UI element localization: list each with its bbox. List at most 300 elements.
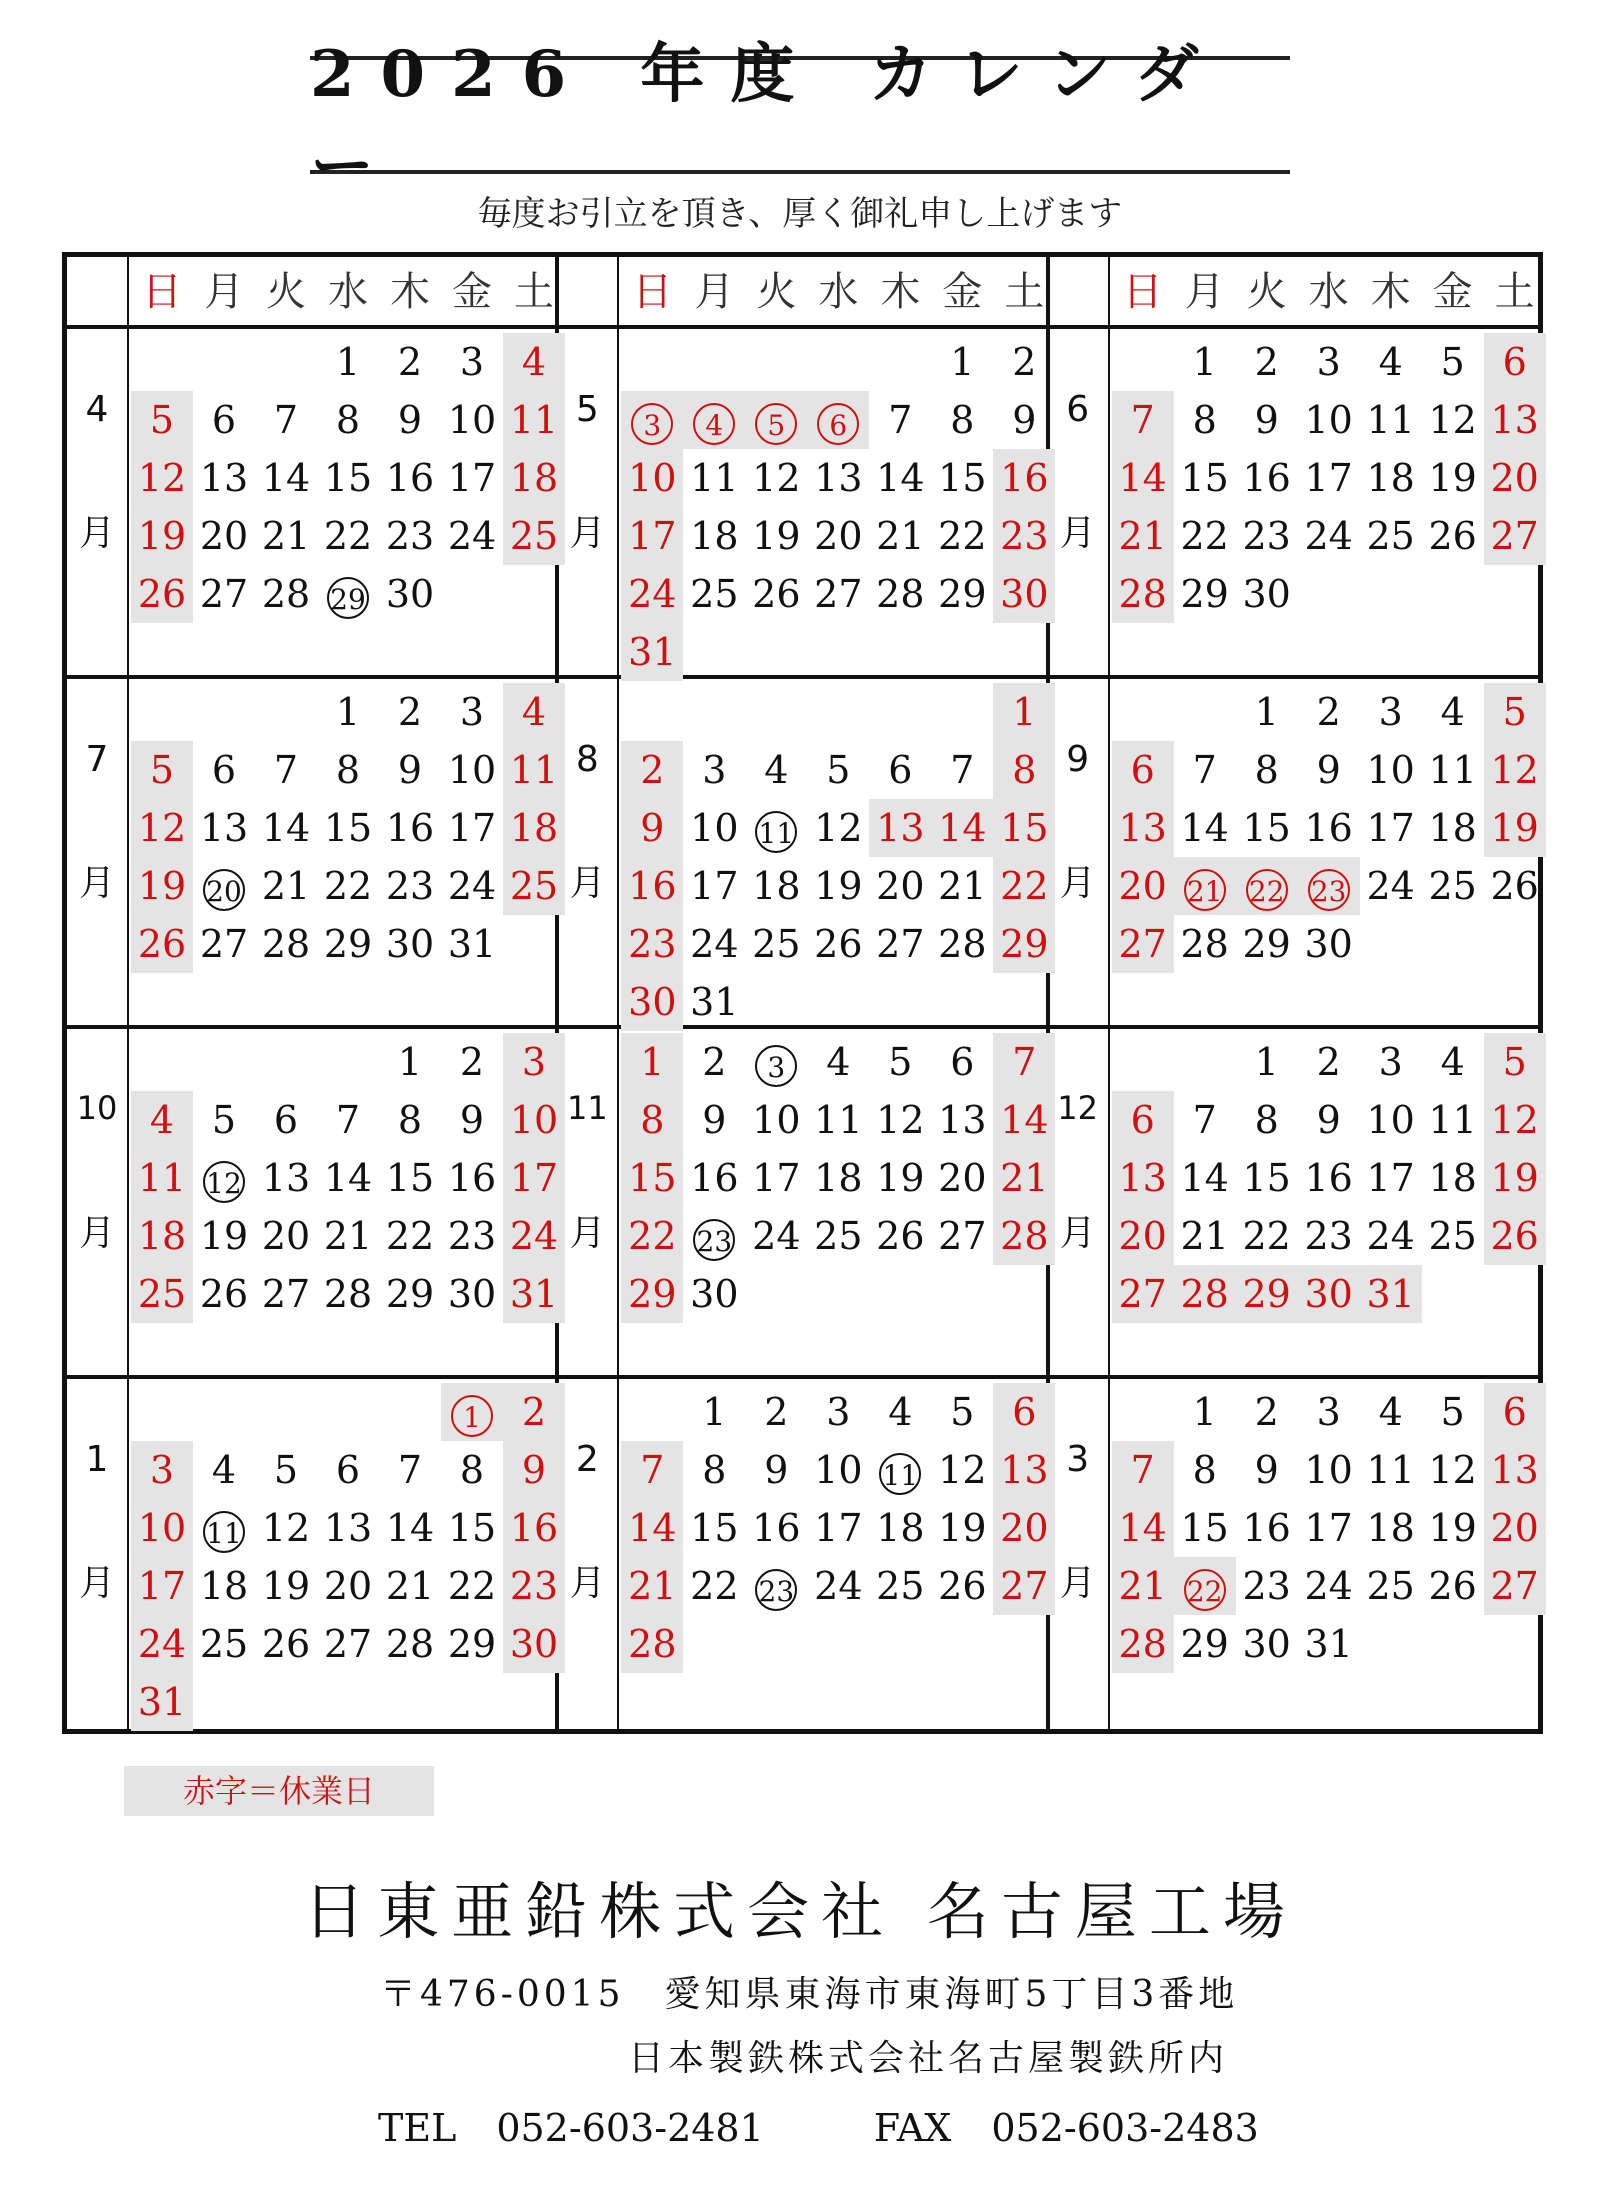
day-cell: 5 xyxy=(1440,1390,1465,1434)
address-line-2: 日本製鉄株式会社名古屋製鉄所内 xyxy=(628,2038,1229,2079)
day-cell: 20 xyxy=(1484,1499,1546,1557)
weekday-header: 月 xyxy=(1184,269,1225,315)
day-cell: 24 xyxy=(621,565,683,623)
day-cell: 30 xyxy=(621,973,683,1031)
day-cell: 10 xyxy=(131,1499,193,1557)
day-cell: 6 xyxy=(888,748,913,792)
day-cell: 26 xyxy=(1484,1207,1546,1265)
day-cell: 12 xyxy=(876,1098,925,1142)
day-cell: 4 xyxy=(1440,690,1465,734)
day-cell: 18 xyxy=(690,514,739,558)
day-cell: 8 xyxy=(397,1098,423,1142)
day-cell: 16 xyxy=(447,1156,497,1200)
day-cell: 17 xyxy=(752,1156,801,1200)
day-cell: 18 xyxy=(876,1506,925,1550)
day-cell: 2 xyxy=(397,690,423,734)
day-cell: 20 xyxy=(876,864,925,908)
day-cell: 28 xyxy=(938,922,987,966)
day-cell: 1 xyxy=(950,340,975,384)
day-cell: 29 xyxy=(621,1265,683,1323)
day-cell: 12 xyxy=(938,1448,987,1492)
day-cell: 9 xyxy=(764,1448,789,1492)
day-cell: 17 xyxy=(690,864,739,908)
month-suffix: 月 xyxy=(569,863,606,904)
day-cell: 25 xyxy=(199,1622,249,1666)
month-number: 7 xyxy=(85,739,109,780)
title-box xyxy=(310,37,1290,204)
address-line-1 xyxy=(380,1966,1238,2017)
day-cell: 15 xyxy=(323,806,373,850)
day-cell: 14 xyxy=(1112,1499,1174,1557)
day-cell: 5 xyxy=(950,1390,975,1434)
day-cell: 25 xyxy=(876,1564,925,1608)
day-cell: 20 xyxy=(1112,857,1174,915)
day-cell: 21 xyxy=(621,1557,683,1615)
day-cell: 31 xyxy=(447,922,497,966)
day-cell: 24 xyxy=(814,1564,863,1608)
day-cell: 15 xyxy=(1242,1156,1291,1200)
day-cell: 20 xyxy=(323,1564,373,1608)
day-cell: 3 xyxy=(1378,690,1403,734)
day-cell: 8 xyxy=(335,398,361,442)
day-cell: 14 xyxy=(621,1499,683,1557)
day-cell: 4 xyxy=(503,333,565,391)
day-cell: 26 xyxy=(938,1564,987,1608)
day-cell: 17 xyxy=(1366,806,1415,850)
day-cell: 21 xyxy=(261,864,311,908)
day-cell: 28 xyxy=(621,1615,683,1673)
label-divider xyxy=(617,257,619,1729)
day-cell: 19 xyxy=(1428,1506,1477,1550)
day-cell: 15 xyxy=(1180,1506,1229,1550)
address-1: 愛知県東海市東海町5丁目3番地 xyxy=(664,1974,1239,2015)
weekday-header: 水 xyxy=(1308,269,1349,315)
day-cell: 17 xyxy=(447,806,497,850)
day-cell: 13 xyxy=(1112,1149,1174,1207)
day-cell: 29 xyxy=(1236,1265,1298,1323)
day-cell: 29 xyxy=(1242,922,1291,966)
day-cell: 12 xyxy=(1484,741,1546,799)
day-cell: 9 xyxy=(702,1098,727,1142)
day-cell: 7 xyxy=(993,1033,1055,1091)
day-cell: 23 xyxy=(447,1214,497,1258)
day-cell: 6 xyxy=(211,748,237,792)
day-cell xyxy=(807,391,869,449)
circled-day: 4 xyxy=(693,403,735,445)
day-cell: 18 xyxy=(814,1156,863,1200)
month-suffix: 月 xyxy=(1059,1563,1096,1604)
day-cell: 16 xyxy=(752,1506,801,1550)
day-cell: 16 xyxy=(385,806,435,850)
day-cell: 1 xyxy=(335,690,361,734)
company-name: 日東亜鉛株式会社 名古屋工場 xyxy=(303,1875,1297,1948)
fax-number: 052-603-2483 xyxy=(991,2106,1259,2150)
day-cell: 27 xyxy=(199,572,249,616)
day-cell: 24 xyxy=(1304,1564,1353,1608)
day-cell: 30 xyxy=(385,572,435,616)
day-cell: 22 xyxy=(993,857,1055,915)
day-cell: 17 xyxy=(1304,456,1353,500)
day-cell: 15 xyxy=(323,456,373,500)
circled-day: 6 xyxy=(817,403,859,445)
day-cell: 16 xyxy=(1304,1156,1353,1200)
day-cell: 11 xyxy=(1428,748,1477,792)
day-cell: 1 xyxy=(993,683,1055,741)
day-cell: 8 xyxy=(1254,1098,1279,1142)
day-cell: 2 xyxy=(459,1040,485,1084)
day-cell: 21 xyxy=(938,864,987,908)
day-cell: 1 xyxy=(1192,1390,1217,1434)
day-cell: 10 xyxy=(447,398,497,442)
day-cell: 24 xyxy=(752,1214,801,1258)
day-cell: 20 xyxy=(814,514,863,558)
day-cell: 15 xyxy=(938,456,987,500)
day-cell: 2 xyxy=(1316,1040,1341,1084)
day-cell: 10 xyxy=(1304,398,1353,442)
day-cell: 24 xyxy=(447,864,497,908)
day-cell: 17 xyxy=(814,1506,863,1550)
day-cell: 1 xyxy=(397,1040,423,1084)
day-cell: 13 xyxy=(1112,799,1174,857)
day-cell: 26 xyxy=(1428,514,1477,558)
day-cell xyxy=(745,391,807,449)
day-cell: 11 xyxy=(1366,398,1415,442)
day-cell: 2 xyxy=(702,1040,727,1084)
day-cell: 10 xyxy=(503,1091,565,1149)
day-cell: 16 xyxy=(503,1499,565,1557)
day-cell: 1 xyxy=(621,1033,683,1091)
weekday-header: 火 xyxy=(1246,269,1287,315)
weekday-header: 木 xyxy=(880,269,921,315)
day-cell: 5 xyxy=(1440,340,1465,384)
day-cell: 31 xyxy=(131,1673,193,1731)
day-cell: 30 xyxy=(1298,1265,1360,1323)
day-cell: 23 xyxy=(1242,1564,1291,1608)
day-cell: 6 xyxy=(1112,741,1174,799)
day-cell xyxy=(193,1499,255,1557)
day-cell: 4 xyxy=(131,1091,193,1149)
day-cell: 10 xyxy=(1366,1098,1415,1142)
day-cell: 22 xyxy=(385,1214,435,1258)
day-cell: 8 xyxy=(1192,398,1217,442)
day-cell: 4 xyxy=(764,748,789,792)
month-suffix: 月 xyxy=(1059,1213,1096,1254)
day-cell: 27 xyxy=(323,1622,373,1666)
day-cell: 25 xyxy=(503,507,565,565)
month-suffix: 月 xyxy=(78,1213,115,1254)
day-cell: 20 xyxy=(1484,449,1546,507)
day-cell: 7 xyxy=(1192,748,1217,792)
day-cell xyxy=(683,1207,745,1265)
weekday-header: 金 xyxy=(1432,269,1473,315)
day-cell: 1 xyxy=(1254,1040,1279,1084)
day-cell: 4 xyxy=(1378,1390,1403,1434)
day-cell: 7 xyxy=(273,748,299,792)
day-cell: 20 xyxy=(199,514,249,558)
day-cell: 9 xyxy=(1254,1448,1279,1492)
day-cell: 9 xyxy=(1316,748,1341,792)
day-cell: 24 xyxy=(1366,1214,1415,1258)
day-cell: 22 xyxy=(1180,514,1229,558)
day-cell: 19 xyxy=(1428,456,1477,500)
day-cell: 14 xyxy=(1180,806,1229,850)
circled-day: 22 xyxy=(1246,869,1288,911)
day-cell: 30 xyxy=(690,1272,739,1316)
day-cell: 12 xyxy=(131,449,193,507)
day-cell: 14 xyxy=(1112,449,1174,507)
day-cell: 23 xyxy=(385,864,435,908)
month-number: 6 xyxy=(1066,389,1090,430)
day-cell: 28 xyxy=(876,572,925,616)
day-cell: 23 xyxy=(1304,1214,1353,1258)
day-cell: 23 xyxy=(1242,514,1291,558)
day-cell: 15 xyxy=(1242,806,1291,850)
day-cell: 15 xyxy=(993,799,1055,857)
month-suffix: 月 xyxy=(78,863,115,904)
day-cell: 6 xyxy=(335,1448,361,1492)
day-cell: 19 xyxy=(876,1156,925,1200)
weekday-header: 土 xyxy=(514,269,554,315)
day-cell: 19 xyxy=(938,1506,987,1550)
weekday-header: 日 xyxy=(632,269,673,315)
day-cell: 24 xyxy=(1304,514,1353,558)
day-cell: 25 xyxy=(752,922,801,966)
day-cell: 3 xyxy=(459,340,485,384)
day-cell: 27 xyxy=(1484,1557,1546,1615)
day-cell: 3 xyxy=(826,1390,851,1434)
day-cell xyxy=(1174,1557,1236,1615)
day-cell: 7 xyxy=(888,398,913,442)
day-cell: 23 xyxy=(385,514,435,558)
day-cell: 23 xyxy=(621,915,683,973)
month-suffix: 月 xyxy=(569,1213,606,1254)
day-cell: 6 xyxy=(1484,333,1546,391)
day-cell: 10 xyxy=(447,748,497,792)
day-cell: 3 xyxy=(702,748,727,792)
month-number: 2 xyxy=(575,1439,599,1480)
day-cell: 5 xyxy=(1484,1033,1546,1091)
day-cell: 16 xyxy=(1242,1506,1291,1550)
day-cell: 7 xyxy=(1112,1441,1174,1499)
day-cell: 6 xyxy=(1112,1091,1174,1149)
day-cell: 15 xyxy=(1180,456,1229,500)
day-cell: 19 xyxy=(131,857,193,915)
day-cell: 18 xyxy=(1366,1506,1415,1550)
day-cell: 22 xyxy=(323,864,373,908)
day-cell: 4 xyxy=(211,1448,237,1492)
day-cell: 16 xyxy=(1304,806,1353,850)
weekday-header: 日 xyxy=(142,269,182,315)
day-cell: 20 xyxy=(1112,1207,1174,1265)
day-cell: 15 xyxy=(690,1506,739,1550)
month-suffix: 月 xyxy=(78,513,115,554)
day-cell: 13 xyxy=(199,806,249,850)
month-number: 1 xyxy=(85,1439,109,1480)
day-cell: 28 xyxy=(1180,922,1229,966)
day-cell: 29 xyxy=(993,915,1055,973)
day-cell: 3 xyxy=(1316,1390,1341,1434)
day-cell: 22 xyxy=(447,1564,497,1608)
day-cell: 5 xyxy=(211,1098,237,1142)
day-cell: 17 xyxy=(447,456,497,500)
day-cell: 2 xyxy=(1012,340,1037,384)
day-cell: 21 xyxy=(323,1214,373,1258)
day-cell: 28 xyxy=(261,922,311,966)
day-cell: 14 xyxy=(261,456,311,500)
day-cell: 14 xyxy=(931,799,993,857)
day-cell: 5 xyxy=(826,748,851,792)
day-cell: 4 xyxy=(503,683,565,741)
day-cell: 29 xyxy=(1180,572,1229,616)
day-cell: 17 xyxy=(621,507,683,565)
day-cell xyxy=(317,565,379,623)
day-cell: 26 xyxy=(199,1272,249,1316)
day-cell: 21 xyxy=(1180,1214,1229,1258)
day-cell: 29 xyxy=(385,1272,435,1316)
day-cell: 25 xyxy=(131,1265,193,1323)
day-cell: 12 xyxy=(752,456,801,500)
day-cell: 14 xyxy=(876,456,925,500)
day-cell: 3 xyxy=(1316,340,1341,384)
day-cell: 9 xyxy=(503,1441,565,1499)
day-cell xyxy=(1298,857,1360,915)
month-suffix: 月 xyxy=(78,1563,115,1604)
day-cell: 3 xyxy=(131,1441,193,1499)
day-cell: 9 xyxy=(621,799,683,857)
day-cell: 4 xyxy=(1440,1040,1465,1084)
month-number: 3 xyxy=(1066,1439,1090,1480)
day-cell: 11 xyxy=(503,391,565,449)
day-cell: 2 xyxy=(1254,1390,1279,1434)
weekday-header: 木 xyxy=(390,269,430,315)
day-cell: 31 xyxy=(1304,1622,1353,1666)
day-cell: 2 xyxy=(1254,340,1279,384)
circled-day: 3 xyxy=(631,403,673,445)
day-cell: 6 xyxy=(1484,1383,1546,1441)
day-cell: 26 xyxy=(261,1622,311,1666)
weekday-header: 土 xyxy=(1494,269,1535,315)
day-cell: 28 xyxy=(1174,1265,1236,1323)
circled-day: 23 xyxy=(1308,869,1350,911)
day-cell: 3 xyxy=(459,690,485,734)
day-cell: 5 xyxy=(131,391,193,449)
day-cell: 2 xyxy=(1316,690,1341,734)
day-cell xyxy=(745,799,807,857)
weekday-header: 火 xyxy=(266,269,306,315)
day-cell: 13 xyxy=(993,1441,1055,1499)
day-cell: 19 xyxy=(199,1214,249,1258)
circled-day: 29 xyxy=(327,577,369,619)
day-cell: 31 xyxy=(690,980,739,1024)
day-cell: 29 xyxy=(1180,1622,1229,1666)
day-cell: 10 xyxy=(621,449,683,507)
circled-day: 12 xyxy=(203,1161,245,1203)
day-cell: 1 xyxy=(335,340,361,384)
day-cell: 21 xyxy=(1112,507,1174,565)
day-cell xyxy=(683,391,745,449)
day-cell: 31 xyxy=(1360,1265,1422,1323)
tel-label: TEL xyxy=(378,2106,457,2150)
day-cell: 26 xyxy=(752,572,801,616)
day-cell: 8 xyxy=(459,1448,485,1492)
day-cell: 2 xyxy=(621,741,683,799)
day-cell: 17 xyxy=(1304,1506,1353,1550)
circled-day: 1 xyxy=(451,1395,493,1437)
day-cell: 18 xyxy=(1428,806,1477,850)
day-cell: 14 xyxy=(1180,1156,1229,1200)
row-divider xyxy=(67,1025,1538,1029)
day-cell: 13 xyxy=(814,456,863,500)
day-cell: 16 xyxy=(621,857,683,915)
day-cell: 15 xyxy=(385,1156,435,1200)
day-cell: 19 xyxy=(752,514,801,558)
day-cell: 10 xyxy=(814,1448,863,1492)
day-cell: 3 xyxy=(503,1033,565,1091)
row-divider xyxy=(67,325,1538,329)
day-cell: 20 xyxy=(261,1214,311,1258)
month-number: 11 xyxy=(566,1089,608,1127)
day-cell: 19 xyxy=(814,864,863,908)
day-cell: 5 xyxy=(1484,683,1546,741)
day-cell: 30 xyxy=(1304,922,1353,966)
day-cell: 16 xyxy=(993,449,1055,507)
day-cell: 27 xyxy=(1484,507,1546,565)
day-cell: 9 xyxy=(459,1098,485,1142)
day-cell: 24 xyxy=(447,514,497,558)
day-cell: 13 xyxy=(199,456,249,500)
day-cell: 18 xyxy=(199,1564,249,1608)
day-cell: 9 xyxy=(397,398,423,442)
day-cell: 27 xyxy=(261,1272,311,1316)
contact-line xyxy=(378,2106,1259,2150)
month-number: 12 xyxy=(1057,1089,1099,1127)
day-cell: 2 xyxy=(764,1390,789,1434)
circled-day: 11 xyxy=(203,1511,245,1553)
day-cell: 16 xyxy=(1242,456,1291,500)
circled-day: 11 xyxy=(755,811,797,853)
day-cell: 13 xyxy=(1484,391,1546,449)
day-cell: 22 xyxy=(690,1564,739,1608)
legend: 赤字＝休業日 xyxy=(124,1766,434,1816)
weekday-header: 月 xyxy=(694,269,735,315)
day-cell: 31 xyxy=(503,1265,565,1323)
day-cell xyxy=(869,1441,931,1499)
day-cell: 3 xyxy=(1378,1040,1403,1084)
day-cell: 26 xyxy=(131,565,193,623)
day-cell: 28 xyxy=(1112,1615,1174,1673)
day-cell: 24 xyxy=(503,1207,565,1265)
day-cell: 8 xyxy=(335,748,361,792)
day-cell: 12 xyxy=(261,1506,311,1550)
weekday-header: 火 xyxy=(756,269,797,315)
day-cell: 2 xyxy=(503,1383,565,1441)
month-number: 9 xyxy=(1066,739,1090,780)
day-cell: 14 xyxy=(323,1156,373,1200)
day-cell: 14 xyxy=(385,1506,435,1550)
day-cell: 22 xyxy=(938,514,987,558)
day-cell xyxy=(745,1033,807,1091)
day-cell: 11 xyxy=(1428,1098,1477,1142)
day-cell: 19 xyxy=(261,1564,311,1608)
circled-day: 21 xyxy=(1184,869,1226,911)
day-cell: 11 xyxy=(690,456,739,500)
day-cell: 10 xyxy=(1304,1448,1353,1492)
day-cell: 2 xyxy=(397,340,423,384)
day-cell: 9 xyxy=(1316,1098,1341,1142)
day-cell: 18 xyxy=(131,1207,193,1265)
day-cell: 16 xyxy=(385,456,435,500)
day-cell: 7 xyxy=(950,748,975,792)
